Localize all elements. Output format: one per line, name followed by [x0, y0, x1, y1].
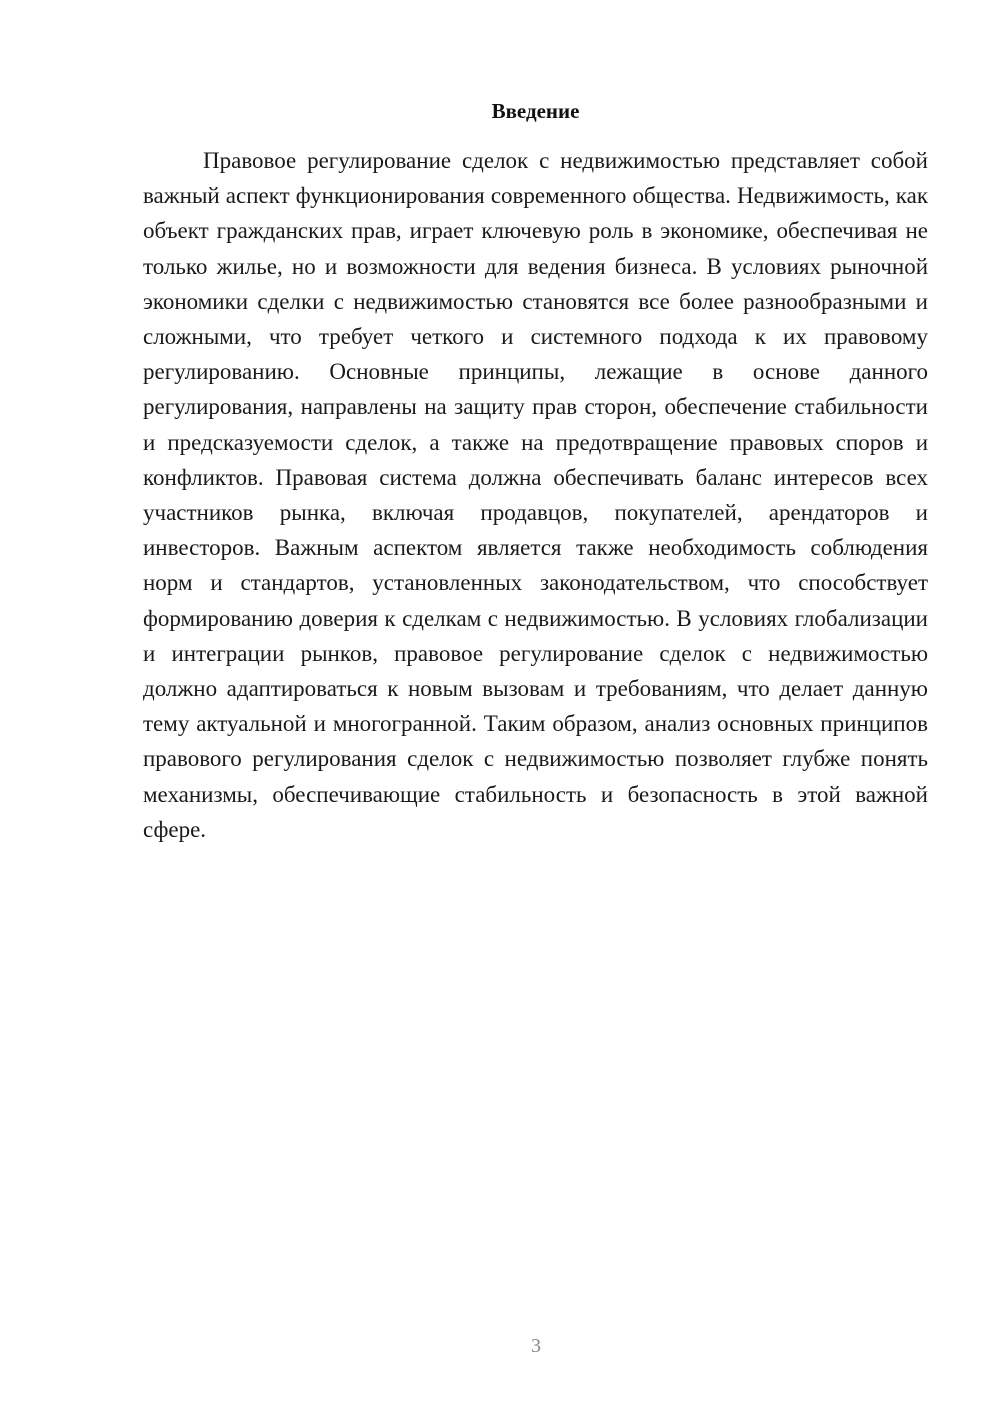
introduction-paragraph: Правовое регулирование сделок с недвижимостью представляет собой важный аспект функционирования современного общества. Недвижимость, как объект гражданских прав, играет ключевую роль в экономике, обеспечивая не только жилье, но и возможности для ведения бизнеса. В условиях рыночной экономики сделки с недвижимостью становятся все более разнообразными и сложными, что требует четкого и системного подхода к их правовому регулированию. Основные принципы, лежащие в основе данного регулирования, направлены на защиту прав сторон, обеспечение стабильности и предсказуемости сделок, а также на предотвращение правовых споров и конфликтов. Правовая система должна обеспечивать баланс интересов всех участников рынка, включая продавцов, покупателей, арендаторов и инвесторов. Важным аспектом является также необходимость соблюдения норм и стандартов, установленных законодательством, что способствует формированию доверия к сделкам с недвижимостью. В условиях глобализации и интеграции рынков, правовое регулирование сделок с недвижимостью должно адаптироваться к новым вызовам и требованиям, что делает данную тему актуальной и многогранной. Таким образом, анализ основных принципов правового регулирования сделок с недвижимостью позволяет глубже понять механизмы, обеспечивающие стабильность и безопасность в этой важной сфере. [143, 148, 928, 842]
page-number: 3 [531, 1335, 541, 1357]
section-heading: Введение [491, 99, 580, 123]
